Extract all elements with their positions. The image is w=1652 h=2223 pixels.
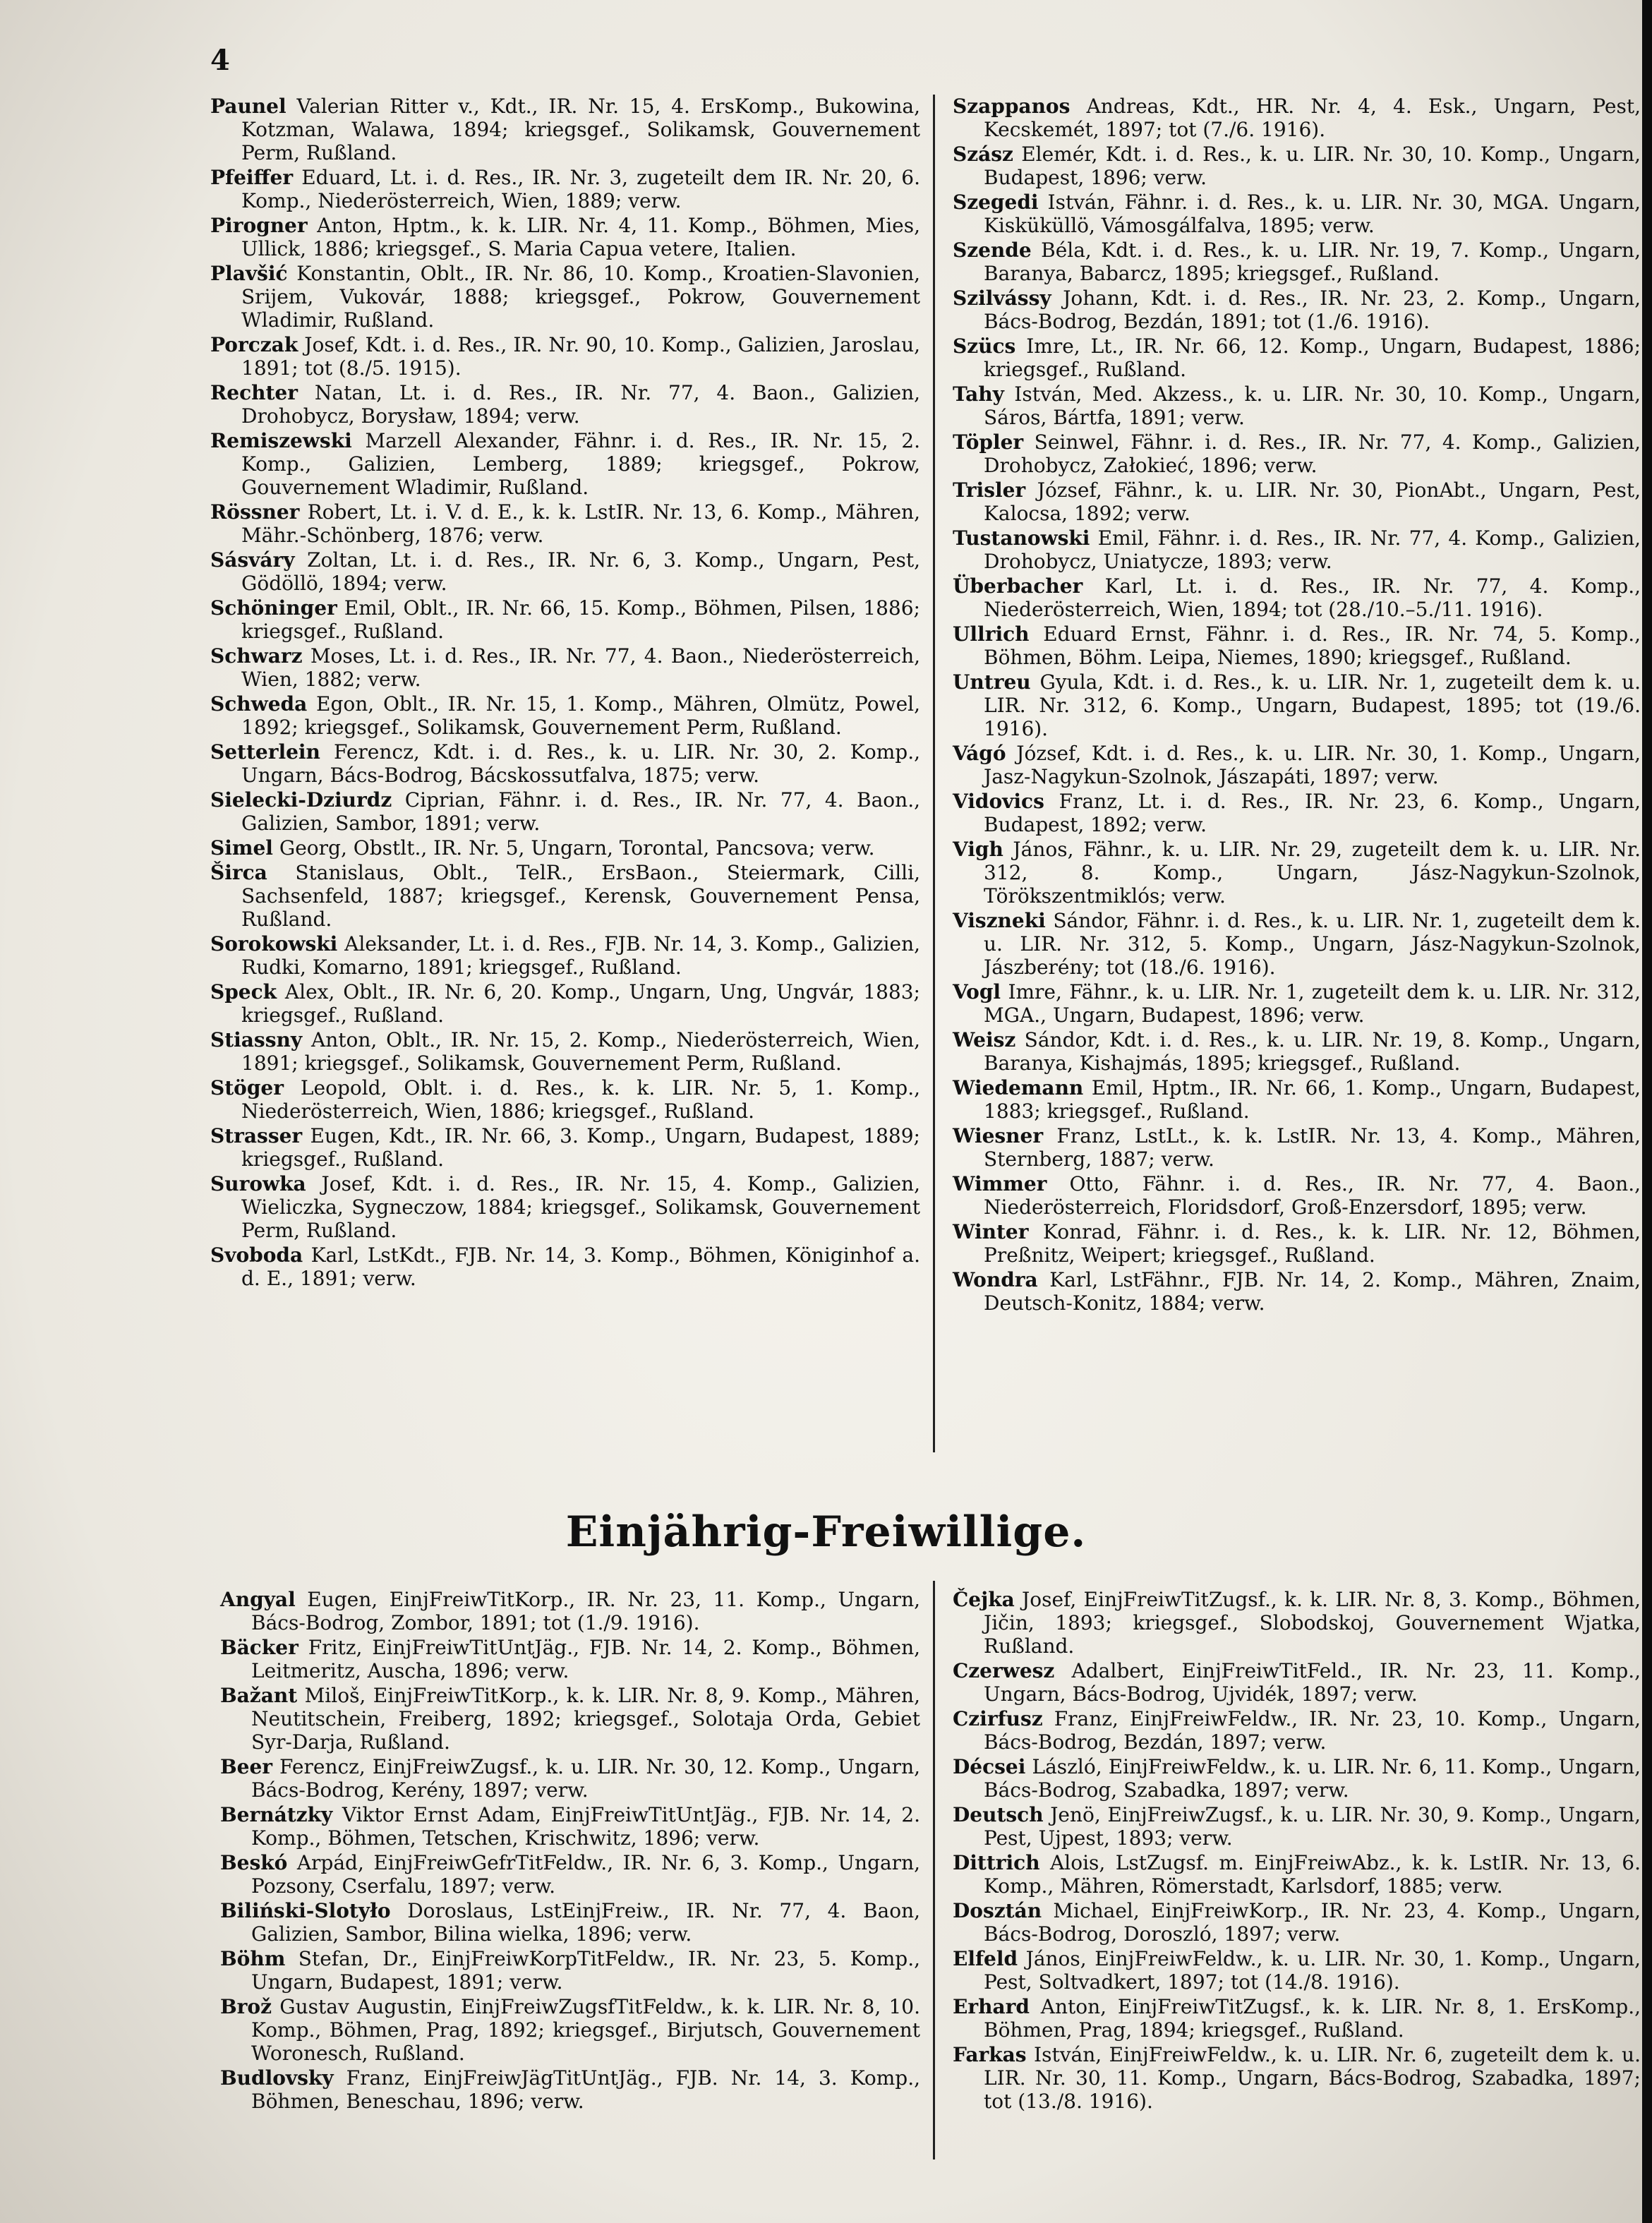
entry-name: Farkas xyxy=(953,2043,1027,2066)
entry-name: Beskó xyxy=(220,1851,288,1874)
entry-name: Simel xyxy=(210,836,273,860)
entry-name: Wondra xyxy=(953,1268,1038,1291)
entry-name: Sorokowski xyxy=(210,932,338,956)
list-item xyxy=(210,1124,920,1171)
entry-name: Böhm xyxy=(220,1947,286,1970)
page-number: 4 xyxy=(210,44,230,77)
entry-name: Plavšić xyxy=(210,262,288,285)
entry-name: Szegedi xyxy=(953,191,1039,214)
entry-name: Rechter xyxy=(210,381,298,404)
entry-text: Eduard, Lt. i. d. Res., IR. Nr. 3, zugeteilt dem IR. Nr. 20, 6. Komp., Niederösterreich, Wien, 1889; verw. xyxy=(241,166,920,212)
list-item xyxy=(220,1684,920,1754)
list-item xyxy=(210,1243,920,1290)
entry-text: Josef, Kdt. i. d. Res., IR. Nr. 15, 4. Komp., Galizien, Wieliczka, Sygneczow, 1884; kriegsgef., Solikamsk, Gouvernement Perm, Rußland. xyxy=(241,1172,920,1242)
entry-text: Franz, EinjFreiwJägTitUntJäg., FJB. Nr. 14, 3. Komp., Böhmen, Beneschau, 1896; verw. xyxy=(251,2066,921,2113)
upper-left-column xyxy=(210,95,920,1291)
list-item xyxy=(220,1755,920,1802)
entry-text: Ferencz, EinjFreiwZugsf., k. u. LIR. Nr. 30, 12. Komp., Ungarn, Bács-Bodrog, Kerény, 1897; verw. xyxy=(251,1755,921,1802)
list-item xyxy=(210,429,920,499)
list-item xyxy=(953,909,1641,979)
list-item xyxy=(953,742,1641,788)
scan-edge xyxy=(1642,0,1652,2223)
list-item xyxy=(953,526,1641,573)
entry-text: Valerian Ritter v., Kdt., IR. Nr. 15, 4. ErsKomp., Bukowina, Kotzman, Walawa, 1894; kriegsgef., Solikamsk, Gouvernement Perm, Rußland. xyxy=(241,95,920,164)
entry-name: Remiszewski xyxy=(210,429,352,452)
list-item xyxy=(220,1899,920,1946)
list-item xyxy=(953,478,1641,525)
section-heading: Einjährig-Freiwillige. xyxy=(565,1507,1087,1557)
entry-name: Širca xyxy=(210,861,267,884)
list-item xyxy=(953,287,1641,333)
entry-text: Eugen, EinjFreiwTitKorp., IR. Nr. 23, 11. Komp., Ungarn, Bács-Bodrog, Zombor, 1891; tot (1./9. 1916). xyxy=(251,1588,921,1634)
list-item xyxy=(953,430,1641,477)
list-item xyxy=(953,1076,1641,1123)
entry-text: Anton, Hptm., k. k. LIR. Nr. 4, 11. Komp., Böhmen, Mies, Ullick, 1886; kriegsgef., S. Maria Capua vetere, Italien. xyxy=(241,214,921,260)
entry-text: Miloš, EinjFreiwTitKorp., k. k. LIR. Nr. 8, 9. Komp., Mähren, Neutitschein, Freiberg, 1892; kriegsgef., Solotaja Orda, Gebiet Syr-Darja, Rußland. xyxy=(251,1684,920,1754)
entry-text: Konstantin, Oblt., IR. Nr. 86, 10. Komp., Kroatien-Slavonien, Srijem, Vukovár, 1888; kriegsgef., Pokrow, Gouvernement Wladimir, Rußland. xyxy=(241,262,921,332)
entry-text: Michael, EinjFreiwKorp., IR. Nr. 23, 4. Komp., Ungarn, Bács-Bodrog, Doroszló, 1897; verw. xyxy=(984,1899,1641,1946)
entry-name: Setterlein xyxy=(210,740,320,764)
entry-name: Überbacher xyxy=(953,574,1083,598)
list-item xyxy=(953,574,1641,621)
entry-text: Ferencz, Kdt. i. d. Res., k. u. LIR. Nr. 30, 2. Komp., Ungarn, Bács-Bodrog, Bácskossutfalva, 1875; verw. xyxy=(241,740,920,787)
list-item xyxy=(953,382,1641,429)
list-item xyxy=(953,335,1641,381)
entry-name: Szappanos xyxy=(953,95,1071,118)
entry-text: Natan, Lt. i. d. Res., IR. Nr. 77, 4. Baon., Galizien, Drohobycz, Borysław, 1894; verw. xyxy=(241,381,920,428)
entry-text: Marzell Alexander, Fähnr. i. d. Res., IR. Nr. 15, 2. Komp., Galizien, Lemberg, 1889; kriegsgef., Pokrow, Gouvernement Wladimir, Rußland. xyxy=(241,429,920,499)
list-item xyxy=(210,548,920,595)
list-item xyxy=(210,95,920,164)
list-item xyxy=(210,596,920,643)
entry-text: Johann, Kdt. i. d. Res., IR. Nr. 23, 2. Komp., Ungarn, Bács-Bodrog, Bezdán, 1891; tot (1./6. 1916). xyxy=(984,287,1641,333)
entry-name: Trisler xyxy=(953,478,1026,502)
entry-name: Czerwesz xyxy=(953,1659,1055,1682)
entry-text: Alex, Oblt., IR. Nr. 6, 20. Komp., Ungarn, Ung, Ungvár, 1883; kriegsgef., Rußland. xyxy=(241,980,920,1027)
entry-text: Stanislaus, Oblt., TelR., ErsBaon., Steiermark, Cilli, Sachsenfeld, 1887; kriegsgef., Kerensk, Gouvernement Pensa, Rußland. xyxy=(241,861,920,931)
entry-name: Viszneki xyxy=(953,909,1046,932)
entry-text: István, Fähnr. i. d. Res., k. u. LIR. Nr. 30, MGA. Ungarn, Kisküküllö, Vámosgálfalva, 1895; verw. xyxy=(984,191,1641,237)
entry-name: Vidovics xyxy=(953,790,1044,813)
entry-text: Adalbert, EinjFreiwTitFeld., IR. Nr. 23, 11. Komp., Ungarn, Bács-Bodrog, Ujvidék, 1897; verw. xyxy=(984,1659,1641,1706)
entry-name: Tustanowski xyxy=(953,526,1090,550)
entry-name: Décsei xyxy=(953,1755,1026,1778)
entry-text: Ciprian, Fähnr. i. d. Res., IR. Nr. 77, 4. Baon., Galizien, Sambor, 1891; verw. xyxy=(241,788,920,835)
entry-text: Emil, Hptm., IR. Nr. 66, 1. Komp., Ungarn, Budapest, 1883; kriegsgef., Rußland. xyxy=(984,1076,1641,1123)
entry-name: Brož xyxy=(220,1995,272,2018)
entry-text: Seinwel, Fähnr. i. d. Res., IR. Nr. 77, 4. Komp., Galizien, Drohobycz, Załokieć, 1896; verw. xyxy=(984,430,1641,477)
list-item xyxy=(210,1172,920,1242)
entry-text: Jenö, EinjFreiwZugsf., k. u. LIR. Nr. 30, 9. Komp., Ungarn, Pest, Ujpest, 1893; verw. xyxy=(984,1803,1641,1850)
entry-text: Konrad, Fähnr. i. d. Res., k. k. LIR. Nr. 12, Böhmen, Preßnitz, Weipert; kriegsgef., Rußland. xyxy=(984,1220,1641,1267)
entry-text: Eugen, Kdt., IR. Nr. 66, 3. Komp., Ungarn, Budapest, 1889; kriegsgef., Rußland. xyxy=(241,1124,920,1171)
entry-text: Anton, Oblt., IR. Nr. 15, 2. Komp., Niederösterreich, Wien, 1891; kriegsgef., Solikamsk, Gouvernement Perm, Rußland. xyxy=(241,1028,920,1075)
entry-name: Wiesner xyxy=(953,1124,1044,1147)
entry-name: Paunel xyxy=(210,95,287,118)
list-item xyxy=(210,740,920,787)
entry-text: Sándor, Fähnr. i. d. Res., k. u. LIR. Nr. 1, zugeteilt dem k. u. LIR. Nr. 312, 5. Komp., Ungarn, Jász-Nagykun-Szolnok, Jászberény; tot (18./6. 1916). xyxy=(984,909,1641,979)
entry-text: Imre, Fähnr., k. u. LIR. Nr. 1, zugeteilt dem k. u. LIR. Nr. 312, MGA., Ungarn, Budapest, 1896; verw. xyxy=(984,980,1641,1027)
entry-text: Imre, Lt., IR. Nr. 66, 12. Komp., Ungarn, Budapest, 1886; kriegsgef., Rußland. xyxy=(984,335,1641,381)
entry-text: Sándor, Kdt. i. d. Res., k. u. LIR. Nr. 19, 8. Komp., Ungarn, Baranya, Kishajmás, 1895; kriegsgef., Rußland. xyxy=(984,1028,1641,1075)
entry-text: Alois, LstZugsf. m. EinjFreiwAbz., k. k. LstIR. Nr. 13, 6. Komp., Mähren, Römerstadt, Karlsdorf, 1885; verw. xyxy=(984,1851,1641,1898)
list-item xyxy=(953,1028,1641,1075)
lower-right-column xyxy=(953,1588,1641,2114)
entry-name: Schweda xyxy=(210,692,308,716)
entry-name: Strasser xyxy=(210,1124,303,1147)
list-item xyxy=(953,980,1641,1027)
entry-text: Franz, Lt. i. d. Res., IR. Nr. 23, 6. Komp., Ungarn, Budapest, 1892; verw. xyxy=(984,790,1641,836)
entry-name: Szász xyxy=(953,143,1013,166)
list-item xyxy=(953,239,1641,285)
entry-text: Otto, Fähnr. i. d. Res., IR. Nr. 77, 4. Baon., Niederösterreich, Floridsdorf, Groß-Enzersdorf, 1895; verw. xyxy=(984,1172,1641,1219)
entry-name: Untreu xyxy=(953,670,1031,694)
entry-text: Eduard Ernst, Fähnr. i. d. Res., IR. Nr. 74, 5. Komp., Böhmen, Böhm. Leipa, Niemes, 1890; kriegsgef., Rußland. xyxy=(984,622,1641,669)
entry-name: Sielecki-Dziurdz xyxy=(210,788,392,812)
list-item xyxy=(953,191,1641,237)
list-item xyxy=(953,1268,1641,1315)
list-item xyxy=(953,1755,1641,1802)
entry-name: Vigh xyxy=(953,838,1003,861)
entry-text: József, Kdt. i. d. Res., k. u. LIR. Nr. 30, 1. Komp., Ungarn, Jasz-Nagykun-Szolnok, Jászapáti, 1897; verw. xyxy=(984,742,1641,788)
list-item xyxy=(953,1220,1641,1267)
list-item xyxy=(220,1803,920,1850)
list-item xyxy=(953,622,1641,669)
entry-text: Viktor Ernst Adam, EinjFreiwTitUntJäg., FJB. Nr. 14, 2. Komp., Böhmen, Tetschen, Krischwitz, 1896; verw. xyxy=(251,1803,920,1850)
entry-name: Szilvássy xyxy=(953,287,1051,310)
list-item xyxy=(210,214,920,260)
entry-name: Elfeld xyxy=(953,1947,1018,1970)
entry-text: Moses, Lt. i. d. Res., IR. Nr. 77, 4. Baon., Niederösterreich, Wien, 1882; verw. xyxy=(241,644,921,691)
entry-name: Pfeiffer xyxy=(210,166,294,189)
list-item xyxy=(953,1947,1641,1994)
entry-text: Karl, LstKdt., FJB. Nr. 14, 3. Komp., Böhmen, Königinhof a. d. E., 1891; verw. xyxy=(241,1243,920,1290)
entry-name: Angyal xyxy=(220,1588,296,1611)
list-item xyxy=(210,836,920,860)
entry-name: Bernátzky xyxy=(220,1803,333,1826)
entry-name: Schöninger xyxy=(210,596,337,620)
entry-text: Josef, EinjFreiwTitZugsf., k. k. LIR. Nr. 8, 3. Komp., Böhmen, Jičin, 1893; kriegsgef., Slobodskoj, Gouvernement Wjatka, Rußland. xyxy=(984,1588,1641,1658)
entry-text: Leopold, Oblt. i. d. Res., k. k. LIR. Nr. 5, 1. Komp., Niederösterreich, Wien, 1886; kriegsgef., Rußland. xyxy=(241,1076,920,1123)
entry-name: Beer xyxy=(220,1755,273,1778)
entry-name: Wiedemann xyxy=(953,1076,1084,1100)
list-item xyxy=(210,166,920,212)
entry-text: Gyula, Kdt. i. d. Res., k. u. LIR. Nr. 1, zugeteilt dem k. u. LIR. Nr. 312, 6. Komp., Ungarn, Budapest, 1895; tot (19./6. 1916). xyxy=(984,670,1641,740)
entry-name: Töpler xyxy=(953,430,1024,454)
entry-name: Ullrich xyxy=(953,622,1030,646)
list-item xyxy=(953,1707,1641,1754)
entry-name: Szücs xyxy=(953,335,1016,358)
entry-text: Doroslaus, LstEinjFreiw., IR. Nr. 77, 4. Baon, Galizien, Sambor, Bilina wielka, 1896; verw. xyxy=(251,1899,921,1946)
list-item xyxy=(210,500,920,547)
entry-name: Sásváry xyxy=(210,548,295,572)
entry-name: Winter xyxy=(953,1220,1029,1243)
list-item xyxy=(210,381,920,428)
lower-left-column xyxy=(220,1588,920,2114)
entry-name: Porczak xyxy=(210,333,299,356)
list-item xyxy=(953,1124,1641,1171)
entry-name: Wimmer xyxy=(953,1172,1047,1195)
entry-name: Dosztán xyxy=(953,1899,1042,1922)
list-item xyxy=(210,644,920,691)
entry-name: Biliński-Slotyło xyxy=(220,1899,391,1922)
list-item xyxy=(953,1659,1641,1706)
list-item xyxy=(210,1028,920,1075)
entry-name: Svoboda xyxy=(210,1243,303,1267)
entry-name: Szende xyxy=(953,239,1032,262)
entry-text: János, Fähnr., k. u. LIR. Nr. 29, zugeteilt dem k. u. LIR. Nr. 312, 8. Komp., Ungarn, Jász-Nagykun-Szolnok, Törökszentmiklós; verw. xyxy=(984,838,1641,908)
column-divider xyxy=(933,1581,935,2159)
upper-right-column xyxy=(953,95,1641,1316)
list-item xyxy=(953,1851,1641,1898)
entry-text: János, EinjFreiwFeldw., k. u. LIR. Nr. 30, 1. Komp., Ungarn, Pest, Soltvadkert, 1897; tot (14./8. 1916). xyxy=(984,1947,1641,1994)
list-item xyxy=(220,1995,920,2065)
list-item xyxy=(210,333,920,380)
entry-name: Bažant xyxy=(220,1684,298,1707)
entry-text: Zoltan, Lt. i. d. Res., IR. Nr. 6, 3. Komp., Ungarn, Pest, Gödöllö, 1894; verw. xyxy=(241,548,920,595)
entry-text: Andreas, Kdt., HR. Nr. 4, 4. Esk., Ungarn, Pest, Kecskemét, 1897; tot (7./6. 1916). xyxy=(984,95,1641,141)
list-item xyxy=(220,2066,920,2113)
entry-text: Anton, EinjFreiwTitZugsf., k. k. LIR. Nr. 8, 1. ErsKomp., Böhmen, Prag, 1894; kriegsgef., Rußland. xyxy=(984,1995,1641,2042)
entry-name: Tahy xyxy=(953,382,1004,406)
list-item xyxy=(953,1172,1641,1219)
list-item xyxy=(953,790,1641,836)
entry-text: Emil, Oblt., IR. Nr. 66, 15. Komp., Böhmen, Pilsen, 1886; kriegsgef., Rußland. xyxy=(241,596,920,643)
entry-text: Fritz, EinjFreiwTitUntJäg., FJB. Nr. 14, 2. Komp., Böhmen, Leitmeritz, Auscha, 1896; verw. xyxy=(251,1636,921,1682)
entry-name: Surowka xyxy=(210,1172,306,1195)
entry-text: Robert, Lt. i. V. d. E., k. k. LstIR. Nr. 13, 6. Komp., Mähren, Mähr.-Schönberg, 1876; verw. xyxy=(241,500,920,547)
entry-name: Speck xyxy=(210,980,277,1004)
list-item xyxy=(220,1588,920,1634)
entry-name: Čejka xyxy=(953,1588,1015,1611)
entry-text: Arpád, EinjFreiwGefrTitFeldw., IR. Nr. 6, 3. Komp., Ungarn, Pozsony, Cserfalu, 1897; verw. xyxy=(251,1851,921,1898)
entry-text: Gustav Augustin, EinjFreiwZugsfTitFeldw., k. k. LIR. Nr. 8, 10. Komp., Böhmen, Prag, 1892; kriegsgef., Birjutsch, Gouvernement Woronesch, Rußland. xyxy=(251,1995,920,2065)
entry-text: László, EinjFreiwFeldw., k. u. LIR. Nr. 6, 11. Komp., Ungarn, Bács-Bodrog, Szabadka, 1897; verw. xyxy=(984,1755,1641,1802)
column-divider xyxy=(933,95,935,1452)
entry-name: Budlovsky xyxy=(220,2066,334,2090)
list-item xyxy=(210,262,920,332)
list-item xyxy=(953,670,1641,740)
list-item xyxy=(953,1803,1641,1850)
list-item xyxy=(953,1588,1641,1658)
entry-text: István, EinjFreiwFeldw., k. u. LIR. Nr. 6, zugeteilt dem k. u. LIR. Nr. 30, 11. Komp., Ungarn, Bács-Bodrog, Szabadka, 1897; tot (13./8. 1916). xyxy=(984,2043,1641,2113)
entry-name: Erhard xyxy=(953,1995,1030,2018)
list-item xyxy=(953,1899,1641,1946)
entry-name: Schwarz xyxy=(210,644,303,668)
list-item xyxy=(220,1636,920,1682)
entry-name: Deutsch xyxy=(953,1803,1044,1826)
list-item xyxy=(953,1995,1641,2042)
entry-name: Vogl xyxy=(953,980,1001,1004)
entry-name: Stiassny xyxy=(210,1028,303,1052)
entry-text: Karl, LstFähnr., FJB. Nr. 14, 2. Komp., Mähren, Znaim, Deutsch-Konitz, 1884; verw. xyxy=(984,1268,1641,1315)
list-item xyxy=(210,861,920,931)
entry-name: Pirogner xyxy=(210,214,308,237)
entry-name: Stöger xyxy=(210,1076,284,1100)
list-item xyxy=(953,95,1641,141)
entry-text: Aleksander, Lt. i. d. Res., FJB. Nr. 14, 3. Komp., Galizien, Rudki, Komarno, 1891; kriegsgef., Rußland. xyxy=(241,932,921,979)
list-item xyxy=(210,932,920,979)
entry-name: Rössner xyxy=(210,500,300,524)
entry-name: Czirfusz xyxy=(953,1707,1043,1730)
entry-text: Egon, Oblt., IR. Nr. 15, 1. Komp., Mähren, Olmütz, Powel, 1892; kriegsgef., Solikamsk, Gouvernement Perm, Rußland. xyxy=(241,692,920,739)
entry-text: Georg, Obstlt., IR. Nr. 5, Ungarn, Torontal, Pancsova; verw. xyxy=(279,836,875,860)
list-item xyxy=(210,1076,920,1123)
entry-text: Karl, Lt. i. d. Res., IR. Nr. 77, 4. Komp., Niederösterreich, Wien, 1894; tot (28./10.–5./11. 1916). xyxy=(984,574,1641,621)
entry-name: Weisz xyxy=(953,1028,1016,1052)
entry-text: Béla, Kdt. i. d. Res., k. u. LIR. Nr. 19, 7. Komp., Ungarn, Baranya, Babarcz, 1895; kriegsgef., Rußland. xyxy=(984,239,1641,285)
list-item xyxy=(953,2043,1641,2113)
list-item xyxy=(953,143,1641,189)
list-item xyxy=(210,788,920,835)
list-item xyxy=(210,692,920,739)
entry-name: Dittrich xyxy=(953,1851,1040,1874)
entry-text: István, Med. Akzess., k. u. LIR. Nr. 30, 10. Komp., Ungarn, Sáros, Bártfa, 1891; verw. xyxy=(984,382,1641,429)
entry-text: József, Fähnr., k. u. LIR. Nr. 30, PionAbt., Ungarn, Pest, Kalocsa, 1892; verw. xyxy=(984,478,1641,525)
list-item xyxy=(220,1947,920,1994)
entry-text: Josef, Kdt. i. d. Res., IR. Nr. 90, 10. Komp., Galizien, Jaroslau, 1891; tot (8./5. 1915). xyxy=(241,333,921,380)
list-item xyxy=(953,838,1641,908)
list-item xyxy=(220,1851,920,1898)
entry-text: Franz, EinjFreiwFeldw., IR. Nr. 23, 10. Komp., Ungarn, Bács-Bodrog, Bezdán, 1897; verw. xyxy=(984,1707,1641,1754)
list-item xyxy=(210,980,920,1027)
entry-text: Stefan, Dr., EinjFreiwKorpTitFeldw., IR. Nr. 23, 5. Komp., Ungarn, Budapest, 1891; verw. xyxy=(251,1947,920,1994)
entry-name: Bäcker xyxy=(220,1636,299,1659)
entry-text: Elemér, Kdt. i. d. Res., k. u. LIR. Nr. 30, 10. Komp., Ungarn, Budapest, 1896; verw. xyxy=(984,143,1641,189)
entry-name: Vágó xyxy=(953,742,1006,765)
entry-text: Emil, Fähnr. i. d. Res., IR. Nr. 77, 4. Komp., Galizien, Drohobycz, Uniatycze, 1893; verw. xyxy=(984,526,1641,573)
entry-text: Franz, LstLt., k. k. LstIR. Nr. 13, 4. Komp., Mähren, Sternberg, 1887; verw. xyxy=(984,1124,1641,1171)
